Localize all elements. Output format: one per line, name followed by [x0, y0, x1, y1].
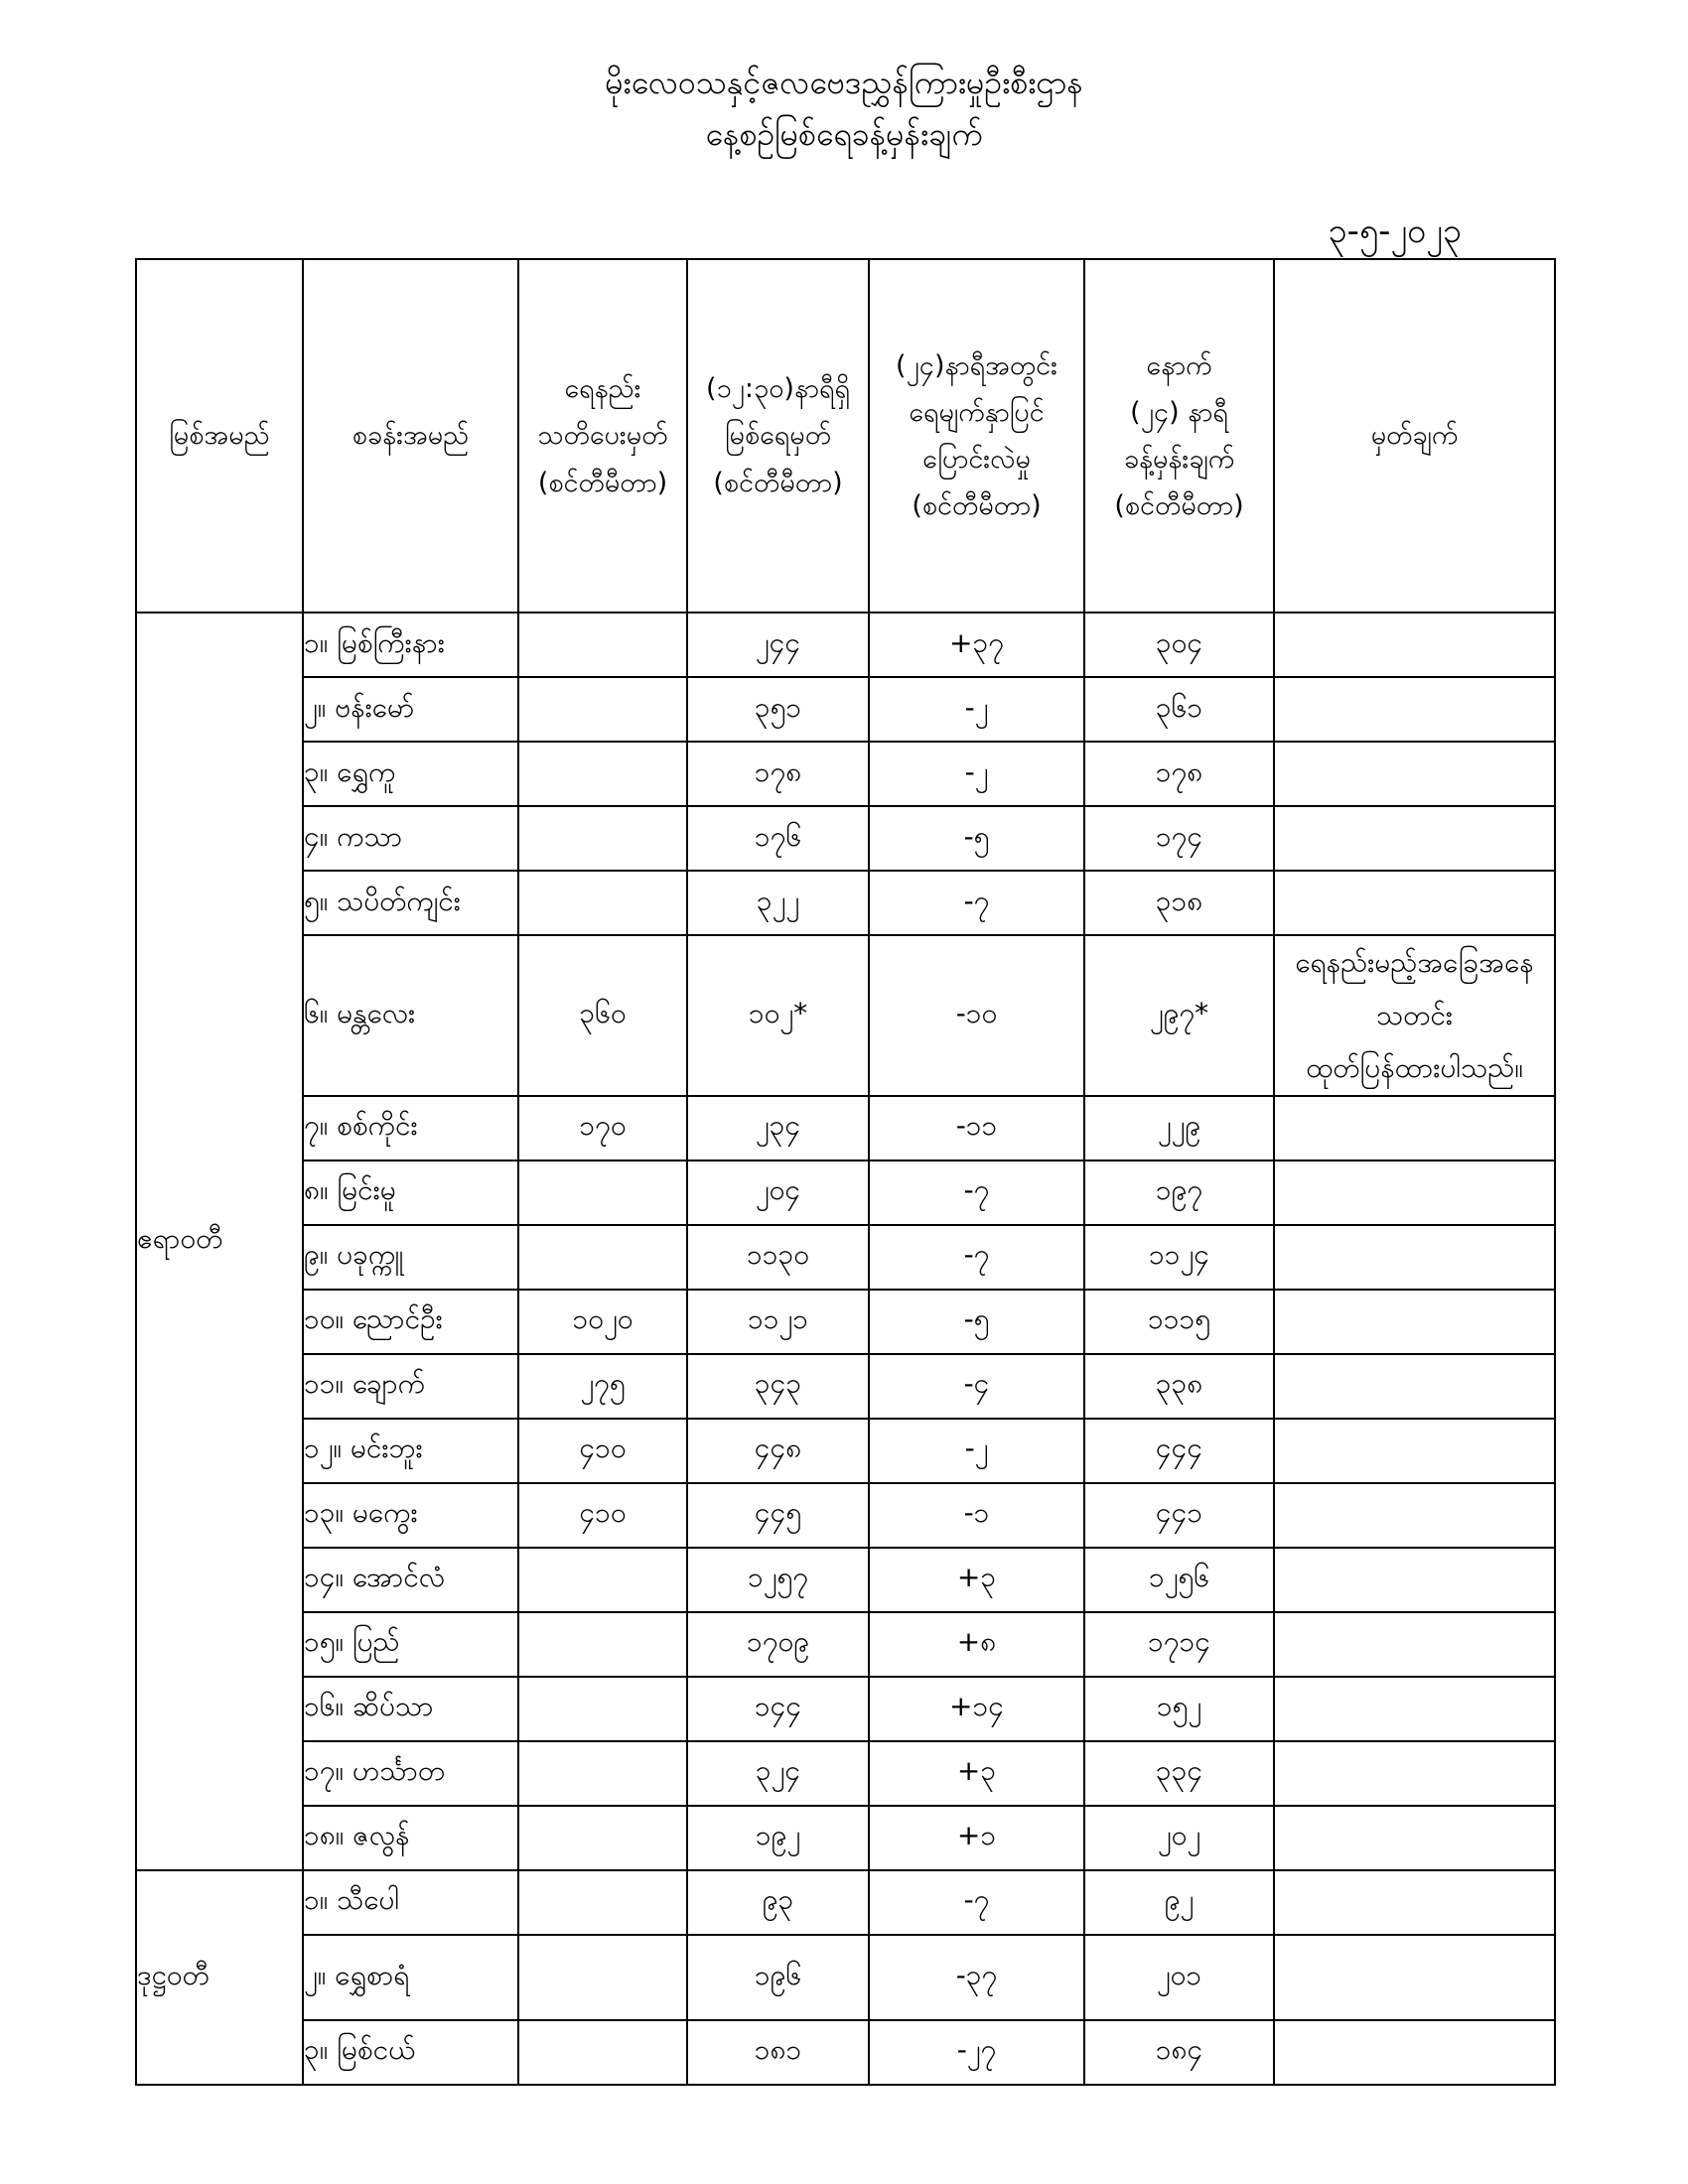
- remark-cell: [1274, 742, 1555, 806]
- table-row: [136, 1935, 1555, 2020]
- page-subtitle: နေ့စဉ်မြစ်ရေခန့်မှန်းချက်: [705, 115, 983, 153]
- water-level-cell: ၂၄၄: [687, 613, 869, 677]
- level-change-cell: -၁: [869, 1483, 1084, 1548]
- station-name-cell: ၁၇။ ဟင်္သာတ: [303, 1741, 518, 1806]
- forecast-cell: ၄၄၄: [1084, 1419, 1274, 1483]
- level-change-cell: -၇: [869, 1160, 1084, 1225]
- station-name-cell: ၁၀။ ညောင်ဦး: [303, 1290, 518, 1354]
- page-title: မိုးလေဝသနှင့်ဇလဗေဒညွှန်ကြားမှုဦးစီးဌာန: [605, 64, 1083, 101]
- remark-cell: [1274, 1935, 1555, 2020]
- forecast-cell: ၁၈၄: [1084, 2020, 1274, 2085]
- header-remark: မှတ်ချက်: [1274, 259, 1555, 613]
- danger-level-cell: [518, 1548, 687, 1612]
- remark-cell: [1274, 613, 1555, 677]
- level-change-cell: -၅: [869, 806, 1084, 871]
- water-level-cell: ၁၁၃၀: [687, 1225, 869, 1290]
- water-level-cell: ၃၂၄: [687, 1741, 869, 1806]
- table-row: [136, 2020, 1555, 2085]
- remark-cell: [1274, 871, 1555, 935]
- water-level-cell: ၄၄၈: [687, 1419, 869, 1483]
- table-row: [136, 1612, 1555, 1677]
- remark-cell: [1274, 1419, 1555, 1483]
- station-name-cell: ၅။ သပိတ်ကျင်း: [303, 871, 518, 935]
- table-row: [136, 1741, 1555, 1806]
- remark-cell: [1274, 935, 1555, 1096]
- level-change-cell: +၃: [869, 1548, 1084, 1612]
- station-name-cell: ၁၂။ မင်းဘူး: [303, 1419, 518, 1483]
- remark-cell: [1274, 1548, 1555, 1612]
- danger-level-cell: [518, 1741, 687, 1806]
- table-row: [136, 677, 1555, 742]
- station-name-cell: ၁၆။ ဆိပ်သာ: [303, 1677, 518, 1741]
- remark-cell: [1274, 806, 1555, 871]
- remark-cell: [1274, 677, 1555, 742]
- header-river: မြစ်အမည်: [136, 259, 303, 613]
- table-row: [136, 1225, 1555, 1290]
- danger-level-cell: [518, 1160, 687, 1225]
- level-change-cell: -၇: [869, 1225, 1084, 1290]
- danger-level-cell: [518, 1806, 687, 1870]
- remark-line: ထုတ်ပြန်ထားပါသည်။: [1306, 1051, 1523, 1085]
- remark-cell: [1274, 1096, 1555, 1160]
- table-row: [136, 1419, 1555, 1483]
- danger-level-cell: [518, 677, 687, 742]
- danger-level-cell: [518, 871, 687, 935]
- forecast-cell: ၁၉၇: [1084, 1160, 1274, 1225]
- table-row: [136, 1870, 1555, 1935]
- header-danger-level: ရေနည်း သတိပေးမှတ် (စင်တီမီတာ): [518, 259, 687, 613]
- danger-level-cell: [518, 1870, 687, 1935]
- forecast-cell: ၁၇၁၄: [1084, 1612, 1274, 1677]
- level-change-cell: -၂: [869, 677, 1084, 742]
- station-name-cell: ၃။ မြစ်ငယ်: [303, 2020, 518, 2085]
- remark-cell: [1274, 1870, 1555, 1935]
- water-level-cell: ၄၄၅: [687, 1483, 869, 1548]
- water-level-cell: ၁၉၆: [687, 1935, 869, 2020]
- danger-level-cell: [518, 613, 687, 677]
- level-change-cell: -၁၁: [869, 1096, 1084, 1160]
- level-change-cell: +၈: [869, 1612, 1084, 1677]
- water-level-cell: ၃၄၃: [687, 1354, 869, 1419]
- header-water-level: (၁၂:၃၀)နာရီရှိ မြစ်ရေမှတ် (စင်တီမီတာ): [687, 259, 869, 613]
- forecast-cell: ၃၀၄: [1084, 613, 1274, 677]
- table-row: [136, 1806, 1555, 1870]
- remark-cell: [1274, 1612, 1555, 1677]
- forecast-cell: ၃၃၄: [1084, 1741, 1274, 1806]
- level-change-cell: -၂: [869, 742, 1084, 806]
- forecast-cell: ၃၆၁: [1084, 677, 1274, 742]
- forecast-cell: ၂၂၉: [1084, 1096, 1274, 1160]
- water-level-cell: ၁၇၀၉: [687, 1612, 869, 1677]
- station-name-cell: ၄။ ကသာ: [303, 806, 518, 871]
- level-change-cell: -၇: [869, 1870, 1084, 1935]
- station-name-cell: ၁။ မြစ်ကြီးနား: [303, 613, 518, 677]
- water-level-cell: ၁၀၂*: [687, 935, 869, 1096]
- water-level-cell: ၁၂၅၇: [687, 1548, 869, 1612]
- danger-level-cell: ၄၁၀: [518, 1419, 687, 1483]
- forecast-cell: ၁၁၁၅: [1084, 1290, 1274, 1354]
- forecast-cell: ၃၁၈: [1084, 871, 1274, 935]
- forecast-cell: ၁၂၅၆: [1084, 1548, 1274, 1612]
- table-row: [136, 1677, 1555, 1741]
- forecast-cell: ၉၂: [1084, 1870, 1274, 1935]
- remark-cell: [1274, 1741, 1555, 1806]
- water-level-cell: ၃၂၂: [687, 871, 869, 935]
- river-forecast-table: [135, 258, 1556, 2086]
- danger-level-cell: [518, 742, 687, 806]
- level-change-cell: +၁၄: [869, 1677, 1084, 1741]
- forecast-cell: ၁၇၈: [1084, 742, 1274, 806]
- station-name-cell: ၁၅။ ပြည်: [303, 1612, 518, 1677]
- table-row: [136, 613, 1555, 677]
- forecast-cell: ၁၁၂၄: [1084, 1225, 1274, 1290]
- danger-level-cell: ၁၀၂၀: [518, 1290, 687, 1354]
- level-change-cell: -၄: [869, 1354, 1084, 1419]
- table-row: [136, 1483, 1555, 1548]
- forecast-cell: ၁၇၄: [1084, 806, 1274, 871]
- level-change-cell: -၂: [869, 1419, 1084, 1483]
- station-name-cell: ၂။ ဗန်းမော်: [303, 677, 518, 742]
- remark-cell: [1274, 1160, 1555, 1225]
- level-change-cell: -၂၇: [869, 2020, 1084, 2085]
- forecast-cell: ၄၄၁: [1084, 1483, 1274, 1548]
- remark-cell: [1274, 1354, 1555, 1419]
- level-change-cell: -၇: [869, 871, 1084, 935]
- water-level-cell: ၂၃၄: [687, 1096, 869, 1160]
- level-change-cell: -၃၇: [869, 1935, 1084, 2020]
- danger-level-cell: [518, 806, 687, 871]
- water-level-cell: ၁၉၂: [687, 1806, 869, 1870]
- header-station: စခန်းအမည်: [303, 259, 518, 613]
- danger-level-cell: ၁၇၀: [518, 1096, 687, 1160]
- remark-line: ရေနည်းမည့်အခြေအနေသတင်း: [1295, 946, 1534, 1032]
- header-level-change: (၂၄)နာရီအတွင်း ရေမျက်နှာပြင် ပြောင်းလဲမှု (စင်တီမီတာ): [869, 259, 1084, 613]
- table-row: [136, 871, 1555, 935]
- water-level-cell: ၂၀၄: [687, 1160, 869, 1225]
- forecast-cell: ၃၃၈: [1084, 1354, 1274, 1419]
- danger-level-cell: ၂၇၅: [518, 1354, 687, 1419]
- danger-level-cell: [518, 1677, 687, 1741]
- table-row: [136, 1290, 1555, 1354]
- forecast-cell: ၂၀၁: [1084, 1935, 1274, 2020]
- remark-cell: [1274, 1225, 1555, 1290]
- remark-cell: [1274, 1677, 1555, 1741]
- water-level-cell: ၁၇၆: [687, 806, 869, 871]
- danger-level-cell: [518, 1612, 687, 1677]
- level-change-cell: +၃၇: [869, 613, 1084, 677]
- station-name-cell: ၁၃။ မကွေး: [303, 1483, 518, 1548]
- table-row: [136, 1548, 1555, 1612]
- table-row: [136, 1096, 1555, 1160]
- table-row: [136, 806, 1555, 871]
- remark-cell: [1274, 1806, 1555, 1870]
- remark-cell: [1274, 1483, 1555, 1548]
- station-name-cell: ၆။ မန္တလေး: [303, 935, 518, 1096]
- danger-level-cell: [518, 1225, 687, 1290]
- table-row: [136, 742, 1555, 806]
- station-name-cell: ၁၄။ အောင်လံ: [303, 1548, 518, 1612]
- header-forecast: နောက် (၂၄) နာရီ ခန့်မှန်းချက် (စင်တီမီတာ): [1084, 259, 1274, 613]
- water-level-cell: ၁၈၁: [687, 2020, 869, 2085]
- station-name-cell: ၁၈။ ဇလွန်: [303, 1806, 518, 1870]
- water-level-cell: ၁၁၂၁: [687, 1290, 869, 1354]
- water-level-cell: ၃၅၁: [687, 677, 869, 742]
- report-date: ၃-၅-၂၀၂၃: [1328, 211, 1462, 251]
- forecast-cell: ၂၀၂: [1084, 1806, 1274, 1870]
- water-level-cell: ၉၃: [687, 1870, 869, 1935]
- table-header-row: [136, 259, 1555, 613]
- station-name-cell: ၉။ ပခုက္ကူ: [303, 1225, 518, 1290]
- level-change-cell: +၃: [869, 1741, 1084, 1806]
- forecast-cell: ၂၉၇*: [1084, 935, 1274, 1096]
- river-name-cell: ဧရာဝတီ: [136, 613, 303, 1870]
- level-change-cell: +၁: [869, 1806, 1084, 1870]
- river-name-cell: ဒုဋ္ဌဝတီ: [136, 1870, 303, 2085]
- station-name-cell: ၃။ ရွှေကူ: [303, 742, 518, 806]
- level-change-cell: -၁၀: [869, 935, 1084, 1096]
- water-level-cell: ၁၄၄: [687, 1677, 869, 1741]
- remark-cell: [1274, 1290, 1555, 1354]
- station-name-cell: ၈။ မြင်းမူ: [303, 1160, 518, 1225]
- table-row: [136, 935, 1555, 1096]
- forecast-cell: ၁၅၂: [1084, 1677, 1274, 1741]
- station-name-cell: ၂။ ရွှေစာရံ: [303, 1935, 518, 2020]
- danger-level-cell: [518, 2020, 687, 2085]
- station-name-cell: ၇။ စစ်ကိုင်း: [303, 1096, 518, 1160]
- table-row: [136, 1160, 1555, 1225]
- danger-level-cell: ၃၆၀: [518, 935, 687, 1096]
- danger-level-cell: ၄၁၀: [518, 1483, 687, 1548]
- danger-level-cell: [518, 1935, 687, 2020]
- table-row: [136, 1354, 1555, 1419]
- remark-cell: [1274, 2020, 1555, 2085]
- station-name-cell: ၁။ သီပေါ: [303, 1870, 518, 1935]
- station-name-cell: ၁၁။ ချောက်: [303, 1354, 518, 1419]
- water-level-cell: ၁၇၈: [687, 742, 869, 806]
- level-change-cell: -၅: [869, 1290, 1084, 1354]
